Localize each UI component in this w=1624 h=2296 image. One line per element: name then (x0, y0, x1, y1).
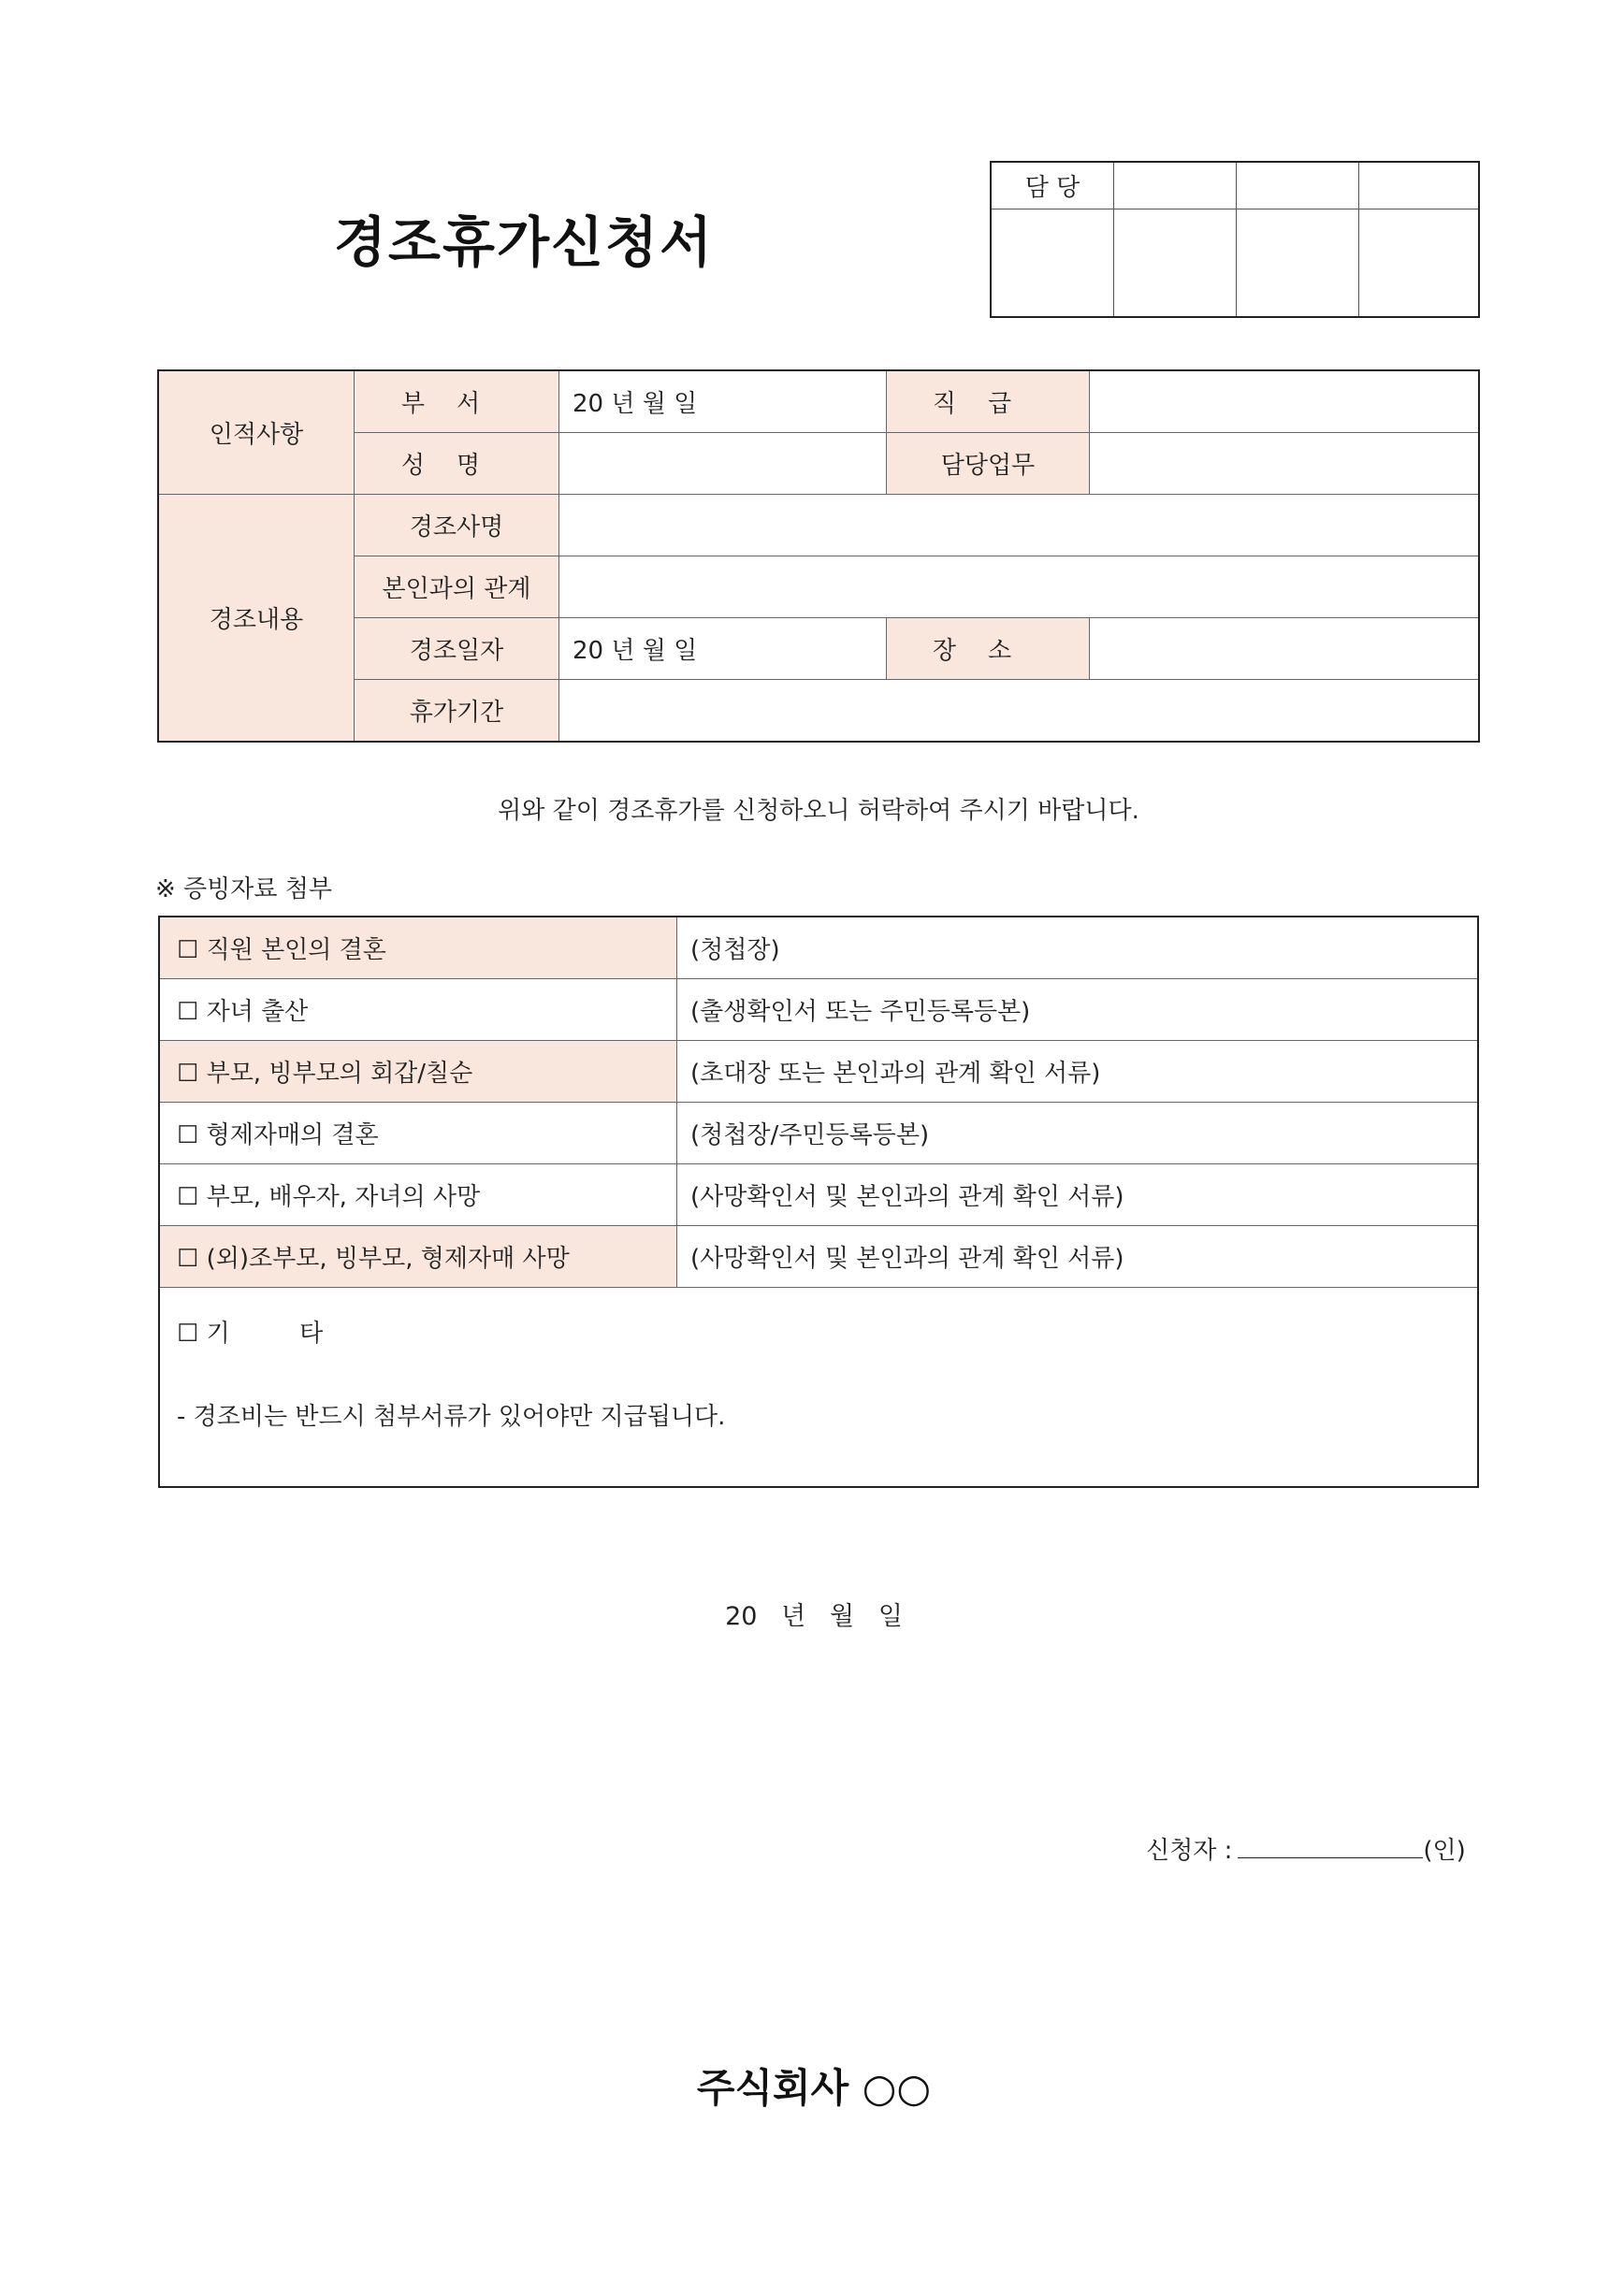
table-row (159, 1041, 1478, 1103)
proof-doc: (청첩장) (677, 917, 1479, 979)
attachment-note: - 경조비는 반드시 첨부서류가 있어야만 지급됩니다. (177, 1403, 726, 1431)
proof-doc: (초대장 또는 본인과의 관계 확인 서류) (677, 1041, 1479, 1103)
application-date: 20 년 월 일 (725, 1602, 903, 1631)
approval-sign-cell[interactable] (991, 209, 1114, 317)
checkbox-item[interactable]: ☐ 부모, 빙부모의 회갑/칠순 (159, 1041, 677, 1103)
approval-sign-cell[interactable] (1359, 209, 1480, 317)
relation-label: 본인과의 관계 (355, 556, 559, 618)
checkbox-etc[interactable]: ☐ 기 타 (177, 1320, 324, 1348)
approval-sign-cell[interactable] (1237, 209, 1359, 317)
table-row (159, 1226, 1478, 1288)
approval-cell[interactable] (1359, 162, 1480, 209)
relation-field[interactable] (559, 556, 1480, 618)
rank-field[interactable] (1090, 370, 1480, 433)
checkbox-item[interactable]: ☐ 직원 본인의 결혼 (159, 917, 677, 979)
duty-field[interactable] (1090, 433, 1480, 495)
leave-period-field[interactable] (559, 680, 1480, 743)
applicant-label: 신청자 : (1146, 1837, 1233, 1865)
name-field[interactable] (559, 433, 887, 495)
page-title: 경조휴가신청서 (333, 210, 715, 274)
statement-text: 위와 같이 경조휴가를 신청하오니 허락하여 주시기 바랍니다. (498, 797, 1139, 825)
checkbox-item[interactable]: ☐ (외)조부모, 빙부모, 형제자매 사망 (159, 1226, 677, 1288)
approval-sign-cell[interactable] (1114, 209, 1237, 317)
proof-doc: (청첩장/주민등록등본) (677, 1103, 1479, 1164)
etc-cell (159, 1288, 1478, 1488)
proof-doc: (사망확인서 및 본인과의 관계 확인 서류) (677, 1226, 1479, 1288)
place-label: 장소 (887, 618, 1090, 680)
event-date-label: 경조일자 (355, 618, 559, 680)
approval-label: 담 당 (991, 162, 1114, 209)
table-row (159, 1164, 1478, 1226)
checkbox-item[interactable]: ☐ 형제자매의 결혼 (159, 1103, 677, 1164)
checkbox-item[interactable]: ☐ 부모, 배우자, 자녀의 사망 (159, 1164, 677, 1226)
approval-box (990, 161, 1480, 318)
approval-cell[interactable] (1114, 162, 1237, 209)
place-field[interactable] (1090, 618, 1480, 680)
event-name-field[interactable] (559, 495, 1480, 556)
rank-label: 직급 (887, 370, 1090, 433)
dept-label: 부서 (355, 370, 559, 433)
section-personal: 인적사항 (158, 370, 355, 495)
seal-label: (인) (1423, 1837, 1466, 1865)
checkbox-item[interactable]: ☐ 자녀 출산 (159, 979, 677, 1041)
table-row (159, 917, 1478, 979)
section-event: 경조내용 (158, 495, 355, 743)
attachments-heading: ※ 증빙자료 첨부 (155, 875, 333, 903)
applicant-line (1146, 1831, 1466, 1866)
event-name-label: 경조사명 (355, 495, 559, 556)
attachments-table (158, 916, 1479, 1488)
info-table (157, 369, 1480, 743)
table-row (159, 1103, 1478, 1164)
proof-doc: (사망확인서 및 본인과의 관계 확인 서류) (677, 1164, 1479, 1226)
name-label: 성명 (355, 433, 559, 495)
proof-doc: (출생확인서 또는 주민등록등본) (677, 979, 1479, 1041)
duty-label: 담당업무 (887, 433, 1090, 495)
dept-field[interactable]: 20 년 월 일 (559, 370, 887, 433)
event-date-field[interactable]: 20 년 월 일 (559, 618, 887, 680)
signature-field[interactable] (1238, 1835, 1423, 1858)
table-row (159, 979, 1478, 1041)
approval-cell[interactable] (1237, 162, 1359, 209)
leave-period-label: 휴가기간 (355, 680, 559, 743)
company-name: 주식회사 ○○ (696, 2065, 932, 2111)
